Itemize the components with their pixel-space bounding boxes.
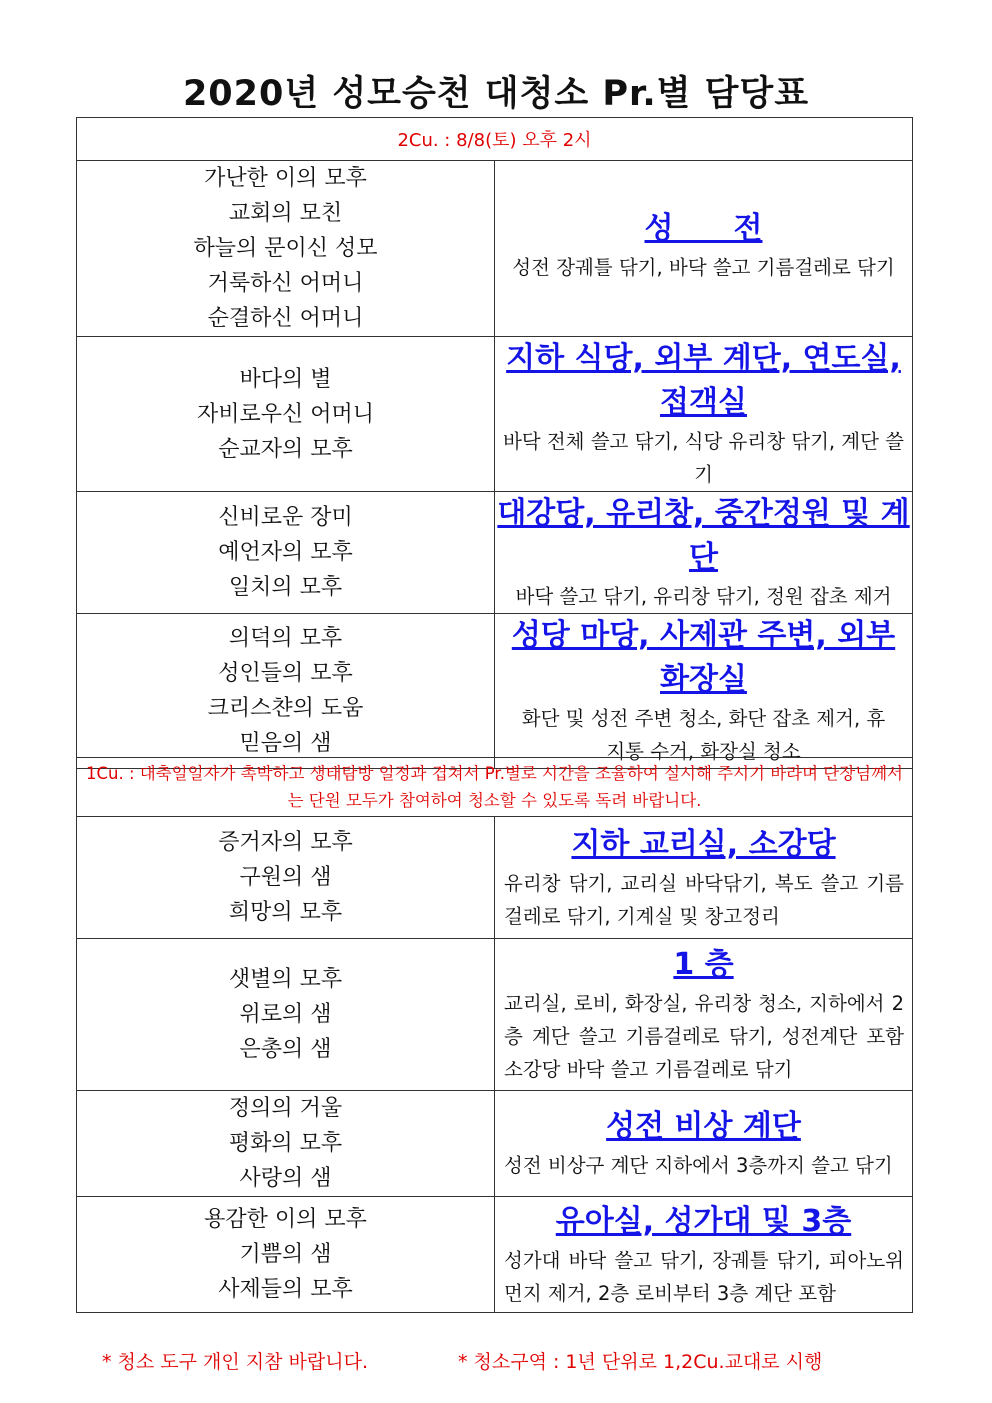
group-name: 순결하신 어머니 xyxy=(207,306,364,331)
area-description: 교리실, 로비, 화장실, 유리창 청소, 지하에서 2층 계단 쓸고 기름걸레로 닦기, 성전계단 포함 소강당 바닥 쓸고 기름걸레로 닦기 xyxy=(504,992,904,1081)
cu1-table xyxy=(76,757,913,1313)
group-name: 희망의 모후 xyxy=(228,900,343,925)
area-description: 성전 비상구 계단 지하에서 3층까지 쓸고 닦기 xyxy=(504,1154,893,1177)
note-tools: * 청소 도구 개인 지참 바랍니다. xyxy=(102,1351,368,1373)
group-name: 정의의 거울 xyxy=(228,1096,343,1121)
group-name: 크리스챤의 도움 xyxy=(207,696,364,721)
group-list xyxy=(77,614,495,769)
group-name: 은총의 샘 xyxy=(239,1037,332,1062)
area-title: 성전 비상 계단 xyxy=(606,1109,801,1144)
page-title: 2020년 성모승천 대청소 Pr.별 담당표 xyxy=(182,74,810,114)
group-name: 일치의 모후 xyxy=(228,575,343,600)
area-title: 대강당, 유리창, 중간정원 및 계단 xyxy=(497,496,910,575)
group-name: 신비로운 장미 xyxy=(218,505,353,530)
group-name: 구원의 샘 xyxy=(239,865,332,890)
assignment-cell xyxy=(495,614,913,769)
group-name: 샛별의 모후 xyxy=(228,967,343,992)
group-name: 교회의 모친 xyxy=(228,201,343,226)
area-title: 1 층 xyxy=(673,947,734,982)
area-title: 유아실, 성가대 및 3층 xyxy=(555,1203,852,1239)
area-description: 유리창 닦기, 교리실 바닥닦기, 복도 쓸고 기름걸레로 닦기, 기계실 및 창고정리 xyxy=(504,871,904,928)
group-name: 가난한 이의 모후 xyxy=(204,166,367,191)
assignment-cell xyxy=(495,1197,913,1313)
area-description: 화단 및 성전 주변 청소, 화단 잡초 제거, 휴지통 수거, 화장실 청소 xyxy=(521,707,886,763)
assignment-cell xyxy=(495,1091,913,1197)
assignment-cell xyxy=(495,939,913,1091)
group-name: 믿음의 샘 xyxy=(239,731,332,756)
group-name: 증거자의 모후 xyxy=(218,830,353,855)
group-list xyxy=(77,1197,495,1313)
cu2-table xyxy=(76,117,913,769)
group-name: 의덕의 모후 xyxy=(228,626,343,651)
area-title: 지하 교리실, 소강당 xyxy=(571,826,836,862)
group-name: 바다의 별 xyxy=(239,366,332,392)
area-description: 바닥 전체 쓸고 닦기, 식당 유리창 닦기, 계단 쓸기 xyxy=(502,430,905,486)
assignment-cell xyxy=(495,492,913,614)
group-name: 용감한 이의 모후 xyxy=(204,1207,367,1232)
area-description: 성전 장궤틀 닦기, 바닥 쓸고 기름걸레로 닦기 xyxy=(512,256,895,279)
group-name: 자비로우신 어머니 xyxy=(196,401,374,427)
group-name: 하늘의 문이신 성모 xyxy=(193,236,378,261)
assignment-cell xyxy=(495,161,913,337)
group-name: 평화의 모후 xyxy=(228,1131,343,1156)
note-rotation: * 청소구역 : 1년 단위로 1,2Cu.교대로 시행 xyxy=(458,1351,823,1373)
group-name: 사제들의 모후 xyxy=(218,1277,353,1302)
group-list xyxy=(77,492,495,614)
assignment-cell xyxy=(495,337,913,492)
group-list xyxy=(77,939,495,1091)
group-list xyxy=(77,337,495,492)
group-list xyxy=(77,161,495,337)
area-description: 성가대 바닥 쓸고 닦기, 장궤틀 닦기, 피아노위 먼지 제거, 2층 로비부터 3층 계단 포함 xyxy=(504,1248,904,1305)
group-list xyxy=(77,817,495,939)
group-name: 기쁨의 샘 xyxy=(239,1242,332,1267)
area-title: 지하 식당, 외부 계단, 연도실, 접객실 xyxy=(506,341,901,420)
group-name: 순교자의 모후 xyxy=(218,436,353,462)
group-list xyxy=(77,1091,495,1197)
cu1-header: 1Cu. : 대축일일자가 촉박하고 생태탐방 일정과 겹쳐서 Pr.별로 시간을 조율하여 실시해 주시기 바라며 단장님께서는 단원 모두가 참여하여 청소할 수 있도록 독려 바랍니다. xyxy=(77,758,913,817)
area-title: 성 전 xyxy=(644,211,763,246)
group-name: 사랑의 샘 xyxy=(239,1166,332,1191)
group-name: 위로의 샘 xyxy=(239,1002,332,1027)
area-description: 바닥 쓸고 닦기, 유리창 닦기, 정원 잡초 제거 xyxy=(515,585,892,608)
area-title: 성당 마당, 사제관 주변, 외부 화장실 xyxy=(511,618,896,697)
group-name: 예언자의 모후 xyxy=(218,540,353,565)
group-name: 거룩하신 어머니 xyxy=(207,271,364,296)
group-name: 성인들의 모후 xyxy=(218,661,353,686)
assignment-cell xyxy=(495,817,913,939)
cu2-header: 2Cu. : 8/8(토) 오후 2시 xyxy=(77,118,913,161)
